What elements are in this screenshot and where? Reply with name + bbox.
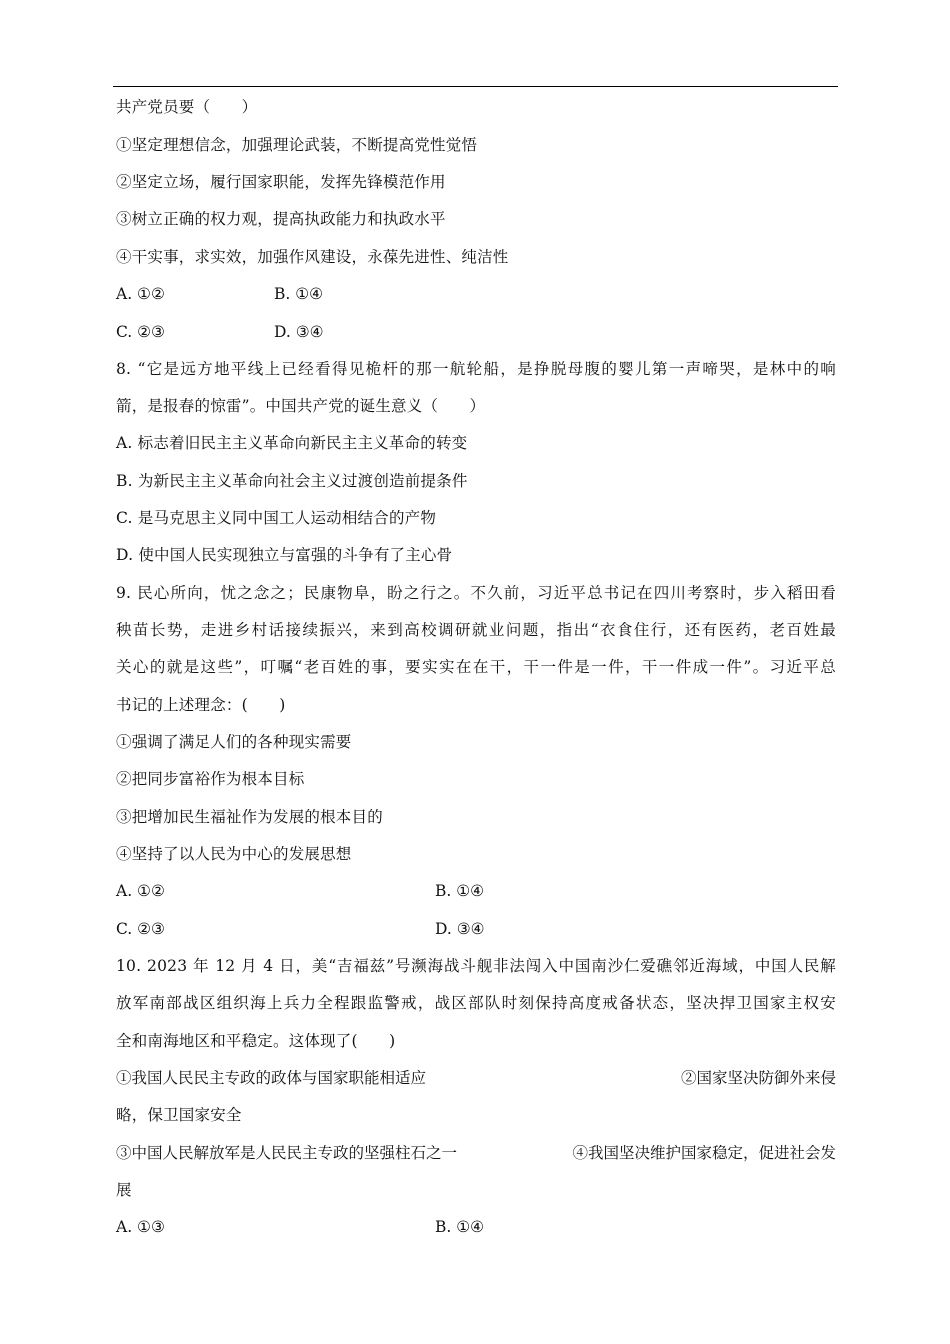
q7-stem-tail: 共产党员要（ ）: [116, 98, 258, 116]
q8-option-d: D. 使中国人民实现独立与富强的斗争有了主心骨: [116, 546, 453, 564]
q7-item-2: ②坚定立场，履行国家职能，发挥先锋模范作用: [116, 173, 446, 191]
q7-item-4: ④干实事，求实效，加强作风建设，永葆先进性、纯洁性: [116, 248, 509, 266]
q10-item-2-continued: 略，保卫国家安全: [116, 1106, 242, 1124]
q10-stem-line-1: 10. 2023 年 12 月 4 日，美“吉福兹”号濒海战斗舰非法闯入中国南沙仁爱礁邻近海域，中国人民解: [116, 957, 836, 975]
q7-option-a: A. ①②: [116, 285, 165, 303]
q9-item-2: ②把同步富裕作为根本目标: [116, 770, 305, 788]
q9-option-a: A. ①②: [116, 882, 165, 900]
q10-item-4-continued: 展: [116, 1181, 132, 1199]
q10-option-a: A. ①③: [116, 1218, 165, 1236]
q9-stem-line-4: 书记的上述理念：( ): [116, 696, 286, 714]
q10-item-4: ④我国坚决维护国家稳定，促进社会发: [572, 1144, 836, 1162]
header-rule: [113, 86, 838, 87]
q7-option-d: D. ③④: [274, 323, 324, 341]
q7-item-3: ③树立正确的权力观，提高执政能力和执政水平: [116, 210, 446, 228]
q9-option-b: B. ①④: [435, 882, 485, 900]
q10-option-b: B. ①④: [435, 1218, 485, 1236]
q9-option-c: C. ②③: [116, 920, 165, 938]
q9-item-3: ③把增加民生福祉作为发展的根本目的: [116, 808, 383, 826]
q8-stem-line-2: 箭，是报春的惊雷”。中国共产党的诞生意义（ ）: [116, 397, 486, 415]
q10-stem-line-2: 放军南部战区组织海上兵力全程跟监警戒，战区部队时刻保持高度戒备状态，坚决捍卫国家主权安: [116, 994, 836, 1012]
q10-item-2: ②国家坚决防御外来侵: [680, 1069, 836, 1087]
q10-item-row-1: [116, 1068, 836, 1088]
q8-option-a: A. 标志着旧民主主义革命向新民主主义革命的转变: [116, 434, 468, 452]
q8-option-b: B. 为新民主主义革命向社会主义过渡创造前提条件: [116, 472, 468, 490]
q9-item-1: ①强调了满足人们的各种现实需要: [116, 733, 352, 751]
q9-option-d: D. ③④: [435, 920, 485, 938]
q8-option-c: C. 是马克思主义同中国工人运动相结合的产物: [116, 509, 437, 527]
q8-stem-line-1: 8. “它是远方地平线上已经看得见桅杆的那一航轮船，是挣脱母腹的婴儿第一声啼哭，是林中的响: [116, 360, 836, 378]
q9-stem-line-1: 9. 民心所向，忧之念之；民康物阜，盼之行之。不久前，习近平总书记在四川考察时，步入稻田看: [116, 584, 836, 602]
q9-item-4: ④坚持了以人民为中心的发展思想: [116, 845, 352, 863]
q10-item-3: ③中国人民解放军是人民民主专政的坚强柱石之一: [116, 1144, 458, 1162]
q10-item-1: ①我国人民民主专政的政体与国家职能相适应: [116, 1069, 427, 1087]
q7-option-c: C. ②③: [116, 323, 165, 341]
q9-stem-line-2: 秧苗长势，走进乡村话接续振兴，来到高校调研就业问题，指出“衣食住行，还有医药，老百姓最: [116, 621, 836, 639]
q10-item-row-2: [116, 1143, 836, 1163]
q7-item-1: ①坚定理想信念，加强理论武装，不断提高党性觉悟: [116, 136, 478, 154]
q9-stem-line-3: 关心的就是这些”，叮嘱“老百姓的事，要实实在在干，干一件是一件，干一件成一件”。习近平总: [116, 658, 836, 676]
q10-stem-line-3: 全和南海地区和平稳定。这体现了( ): [116, 1032, 396, 1050]
q7-option-b: B. ①④: [274, 285, 324, 303]
